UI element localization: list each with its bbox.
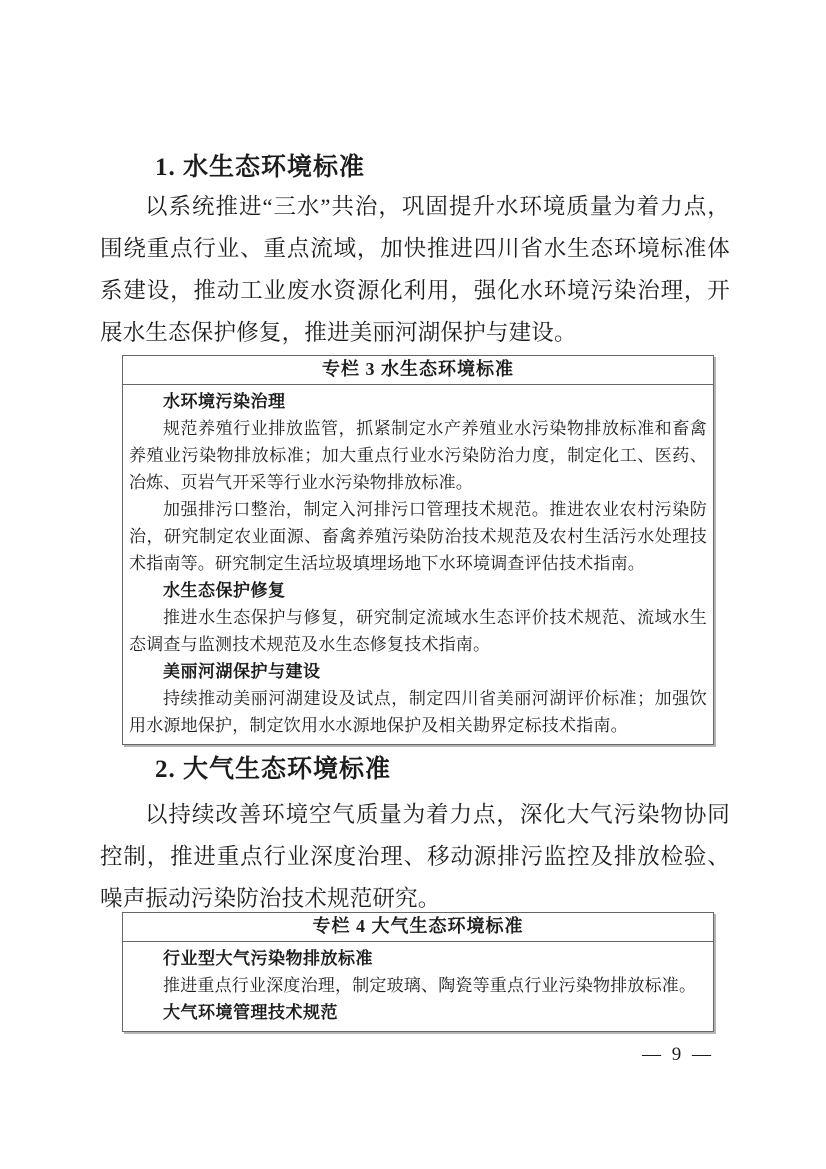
box-4-paragraph: 推进重点行业深度治理，制定玻璃、陶瓷等重点行业污染物排放标准。 xyxy=(163,976,697,995)
callout-box-4-body xyxy=(123,942,713,1031)
box-3-paragraph: 加强排污口整治，制定入河排污口管理技术规范。推进农业农村污染防治，研究制定农业面源、畜禽养殖污染防治技术规范及农村生活污水处理技术指南等。研究制定生活垃圾填埋场地下水环境调查评估技术指南。 xyxy=(129,500,707,573)
callout-box-4-title: 专栏 4 大气生态环境标准 xyxy=(123,913,713,942)
callout-box-3-body xyxy=(123,385,713,744)
box-3-subheading-water-eco-restoration: 水生态保护修复 xyxy=(163,581,286,600)
box-3-paragraph: 规范养殖行业排放监管，抓紧制定水产养殖业水污染物排放标准和畜禽养殖业污染物排放标准；加大重点行业水污染防治力度，制定化工、医药、冶炼、页岩气开采等行业水污染物排放标准。 xyxy=(129,419,707,492)
section-2-intro-paragraph: 以持续改善环境空气质量为着力点，深化大气污染物协同控制，推进重点行业深度治理、移动源排污监控及排放检验、噪声振动污染防治技术规范研究。 xyxy=(100,802,730,911)
section-2-heading: 2. 大气生态环境标准 xyxy=(155,756,392,783)
box-3-subheading-beautiful-rivers-lakes: 美丽河湖保护与建设 xyxy=(163,662,321,681)
box-3-subheading-water-pollution-control: 水环境污染治理 xyxy=(163,392,286,411)
box-3-paragraph: 推进水生态保护与修复，研究制定流域水生态评价技术规范、流域水生态调查与监测技术规范及水生态修复技术指南。 xyxy=(129,608,707,654)
box-3-paragraph: 持续推动美丽河湖建设及试点，制定四川省美丽河湖评价标准；加强饮用水源地保护，制定饮用水水源地保护及相关勘界定标技术指南。 xyxy=(129,689,707,735)
callout-box-4 xyxy=(122,912,714,1032)
box-4-subheading-air-management-specs: 大气环境管理技术规范 xyxy=(163,1003,338,1022)
section-1-heading: 1. 水生态环境标准 xyxy=(155,154,366,181)
section-1-intro-paragraph: 以系统推进“三水”共治，巩固提升水环境质量为着力点，围绕重点行业、重点流域，加快推进四川省水生态环境标准体系建设，推动工业废水资源化利用，强化水环境污染治理，开展水生态保护修复，推进美丽河湖保护与建设。 xyxy=(100,194,730,345)
page-number: — 9 — xyxy=(642,1044,714,1065)
callout-box-3 xyxy=(122,355,714,745)
callout-box-3-title: 专栏 3 水生态环境标准 xyxy=(123,356,713,385)
box-4-subheading-industry-air-emission-standards: 行业型大气污染物排放标准 xyxy=(163,949,373,968)
